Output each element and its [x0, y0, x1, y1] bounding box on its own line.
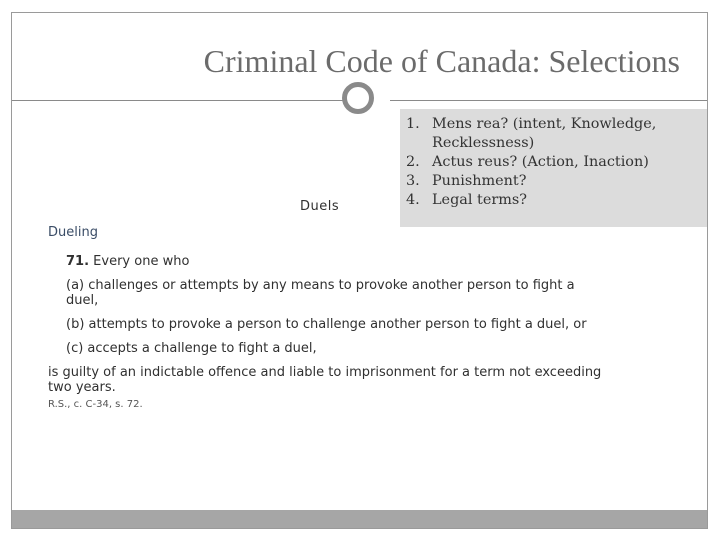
- section-intro-text: Every one who: [93, 254, 190, 269]
- slide: [11, 12, 708, 529]
- question-item: [406, 172, 704, 191]
- penalty-line-2: two years.: [48, 380, 116, 395]
- question-item: [406, 153, 704, 172]
- penalty-line-1: is guilty of an indictable offence and liable to imprisonment for a term not exceeding: [48, 365, 602, 380]
- slide-footer-bar: [12, 510, 707, 528]
- slide-title: Criminal Code of Canada: Selections: [203, 43, 680, 79]
- clause-c: (c) accepts a challenge to fight a duel,: [66, 341, 317, 356]
- question-text: Mens rea? (intent, Knowledge, Recklessness): [432, 116, 657, 151]
- statute-subheading: Dueling: [48, 225, 98, 240]
- statute-heading: Duels: [300, 199, 340, 214]
- question-number: 4.: [406, 192, 420, 208]
- question-item: [406, 115, 704, 153]
- clause-b: (b) attempts to provoke a person to challenge another person to fight a duel, or: [66, 317, 587, 332]
- title-divider-right: [390, 100, 708, 101]
- section-number: 71.: [66, 254, 90, 269]
- clause-a-line-1: (a) challenges or attempts by any means to provoke another person to fight a: [66, 278, 575, 293]
- question-text: Actus reus? (Action, Inaction): [432, 154, 649, 170]
- questions-box: [400, 109, 708, 227]
- divider-circle-ornament: [342, 82, 374, 114]
- clause-a-line-2: duel,: [66, 293, 99, 308]
- question-number: 2.: [406, 154, 420, 170]
- statute-citation: R.S., c. C-34, s. 72.: [48, 399, 143, 410]
- question-text: Punishment?: [432, 173, 527, 189]
- question-number: 3.: [406, 173, 420, 189]
- title-divider-left: [12, 100, 344, 101]
- questions-list: [406, 115, 704, 210]
- question-number: 1.: [406, 116, 420, 132]
- question-text: Legal terms?: [432, 192, 527, 208]
- question-item: [406, 191, 704, 210]
- section-71-intro: [66, 254, 189, 269]
